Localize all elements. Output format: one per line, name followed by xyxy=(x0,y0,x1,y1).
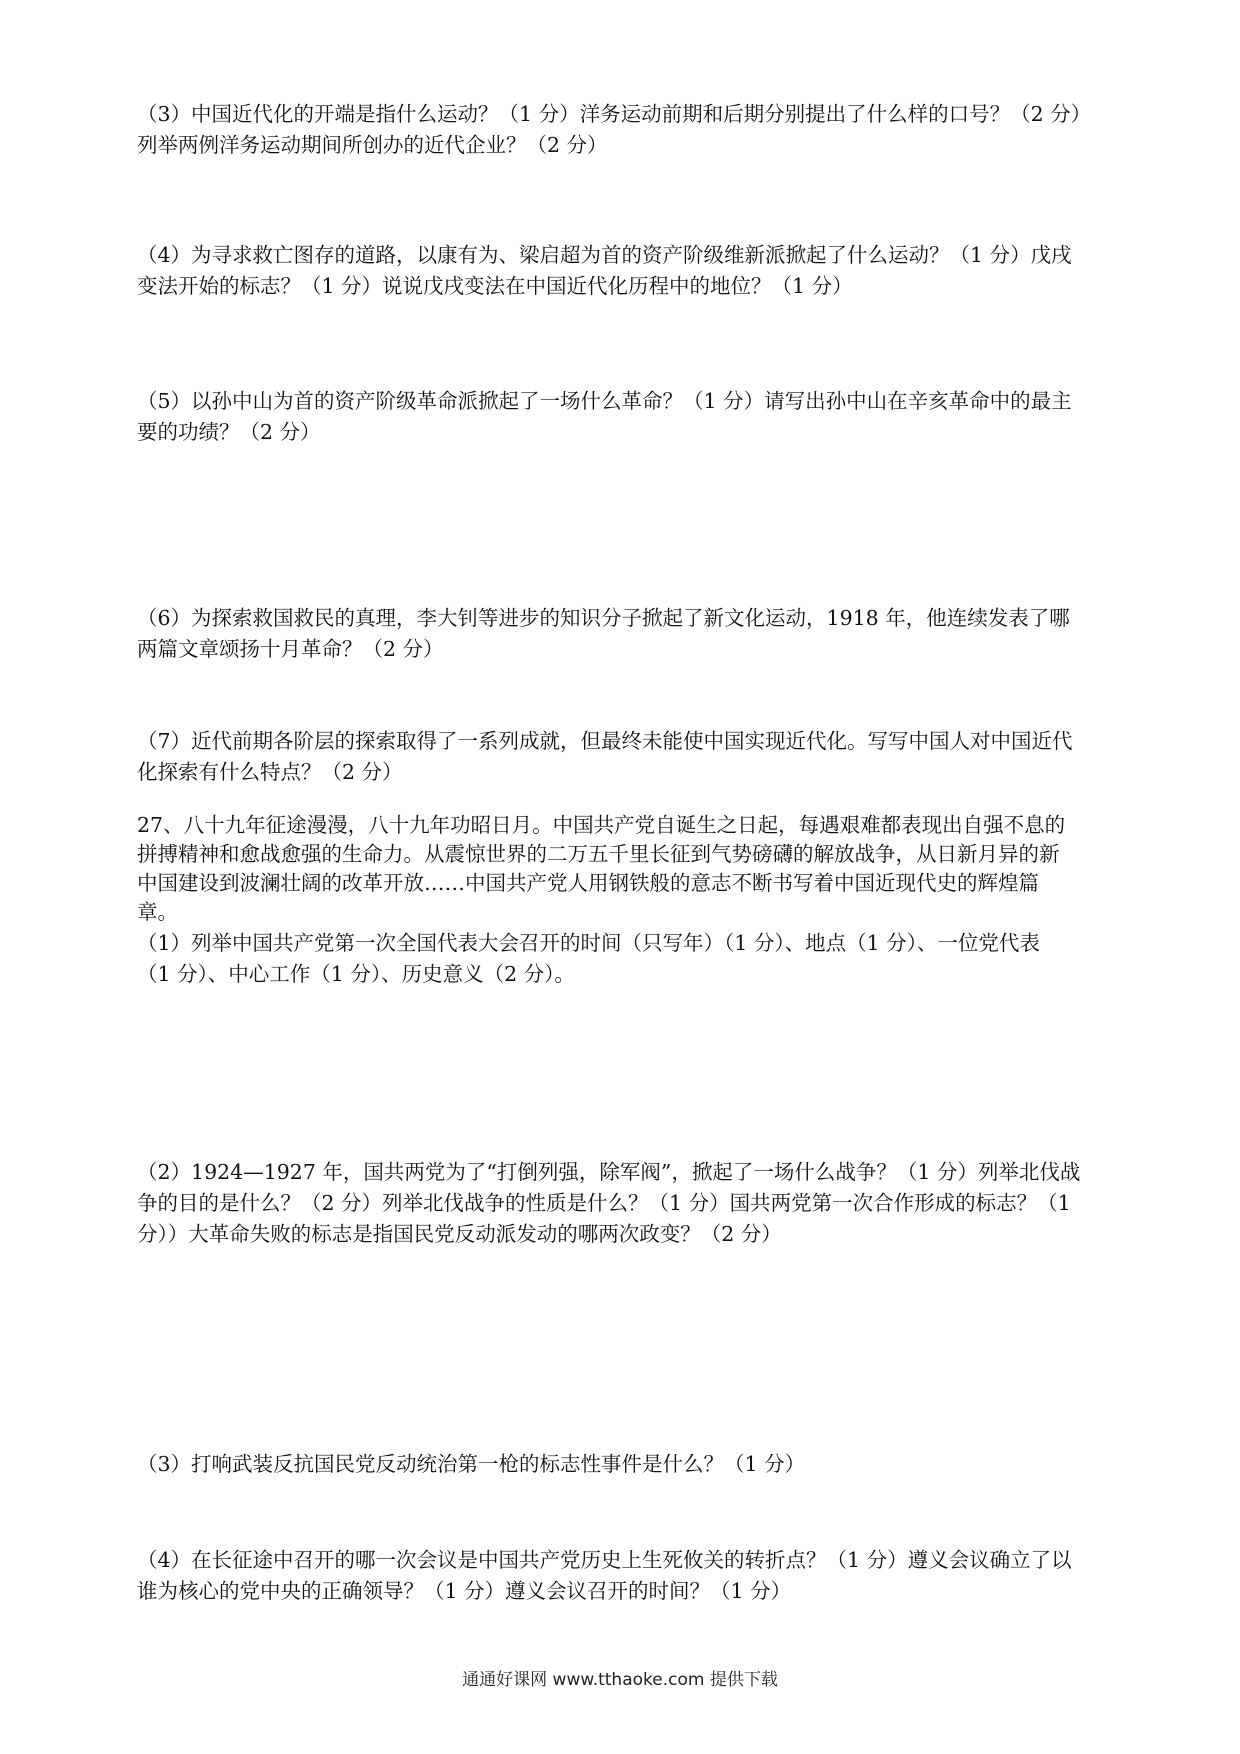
question-27-intro-line: 章。 xyxy=(137,900,178,924)
question-27-part-1-line: （1）列举中国共产党第一次全国代表大会召开的时间（只写年）（1 分）、地点（1 分）、一位党代表 xyxy=(137,931,1040,955)
question-5-line: （5）以孙中山为首的资产阶级革命派掀起了一场什么革命？（1 分）请写出孙中山在辛亥革命中的最主 xyxy=(137,389,1072,413)
question-27-part-3-line: （3）打响武装反抗国民党反动统治第一枪的标志性事件是什么？（1 分） xyxy=(137,1452,806,1476)
question-27-part-4 xyxy=(137,1545,1123,1607)
question-27-part-3 xyxy=(137,1449,1123,1480)
question-3-line: （3）中国近代化的开端是指什么运动？（1 分）洋务运动前期和后期分别提出了什么样的口号？（2 分） xyxy=(137,102,1092,126)
question-5 xyxy=(137,386,1123,448)
question-5-line: 要的功绩？（2 分） xyxy=(137,420,321,444)
question-4-line: 变法开始的标志？（1 分）说说戊戌变法在中国近代化历程中的地位？（1 分） xyxy=(137,274,853,298)
question-6-line: 两篇文章颂扬十月革命？（2 分） xyxy=(137,637,444,661)
question-3 xyxy=(137,99,1123,161)
question-4-line: （4）为寻求救亡图存的道路，以康有为、梁启超为首的资产阶级维新派掀起了什么运动？（1 分）戊戌 xyxy=(137,243,1072,267)
question-6-line: （6）为探索救国救民的真理，李大钊等进步的知识分子掀起了新文化运动，1918 年，他连续发表了哪 xyxy=(137,606,1070,630)
question-27-intro-line: 拼搏精神和愈战愈强的生命力。从震惊世界的二万五千里长征到气势磅礴的解放战争，从日新月异的新 xyxy=(137,842,1060,866)
question-3-line: 列举两例洋务运动期间所创办的近代企业？（2 分） xyxy=(137,133,608,157)
question-7 xyxy=(137,726,1123,788)
question-27-part-1-line: （1 分）、中心工作（1 分）、历史意义（2 分）。 xyxy=(137,962,575,986)
question-6 xyxy=(137,603,1123,665)
question-27-part-4-line: （4）在长征途中召开的哪一次会议是中国共产党历史上生死攸关的转折点？（1 分）遵义会议确立了以 xyxy=(137,1548,1072,1572)
question-27-intro xyxy=(137,811,1123,927)
question-27-part-2-line: （2）1924—1927 年，国共两党为了“打倒列强，除军阀”，掀起了一场什么战争？（1 分）列举北伐战 xyxy=(137,1160,1081,1184)
question-27-intro-line: 27、八十九年征途漫漫，八十九年功昭日月。中国共产党自诞生之日起，每遇艰难都表现出自强不息的 xyxy=(137,813,1066,837)
question-27-part-2-line: 分））大革命失败的标志是指国民党反动派发动的哪两次政变？（2 分） xyxy=(137,1222,782,1246)
question-7-line: （7）近代前期各阶层的探索取得了一系列成就，但最终未能使中国实现近代化。写写中国人对中国近代 xyxy=(137,729,1073,753)
question-4 xyxy=(137,240,1123,302)
question-27-intro-line: 中国建设到波澜壮阔的改革开放……中国共产党人用钢铁般的意志不断书写着中国近现代史的辉煌篇 xyxy=(137,871,1039,895)
question-7-line: 化探索有什么特点？（2 分） xyxy=(137,760,403,784)
question-27-part-1 xyxy=(137,928,1123,990)
question-27-part-4-line: 谁为核心的党中央的正确领导？（1 分）遵义会议召开的时间？（1 分） xyxy=(137,1579,792,1603)
page-footer: 通通好课网 www.tthaoke.com 提供下载 xyxy=(462,1670,778,1690)
question-27-part-2 xyxy=(137,1157,1123,1250)
question-27-part-2-line: 争的目的是什么？（2 分）列举北伐战争的性质是什么？（1 分）国共两党第一次合作形成的标志？（1 xyxy=(137,1191,1071,1215)
